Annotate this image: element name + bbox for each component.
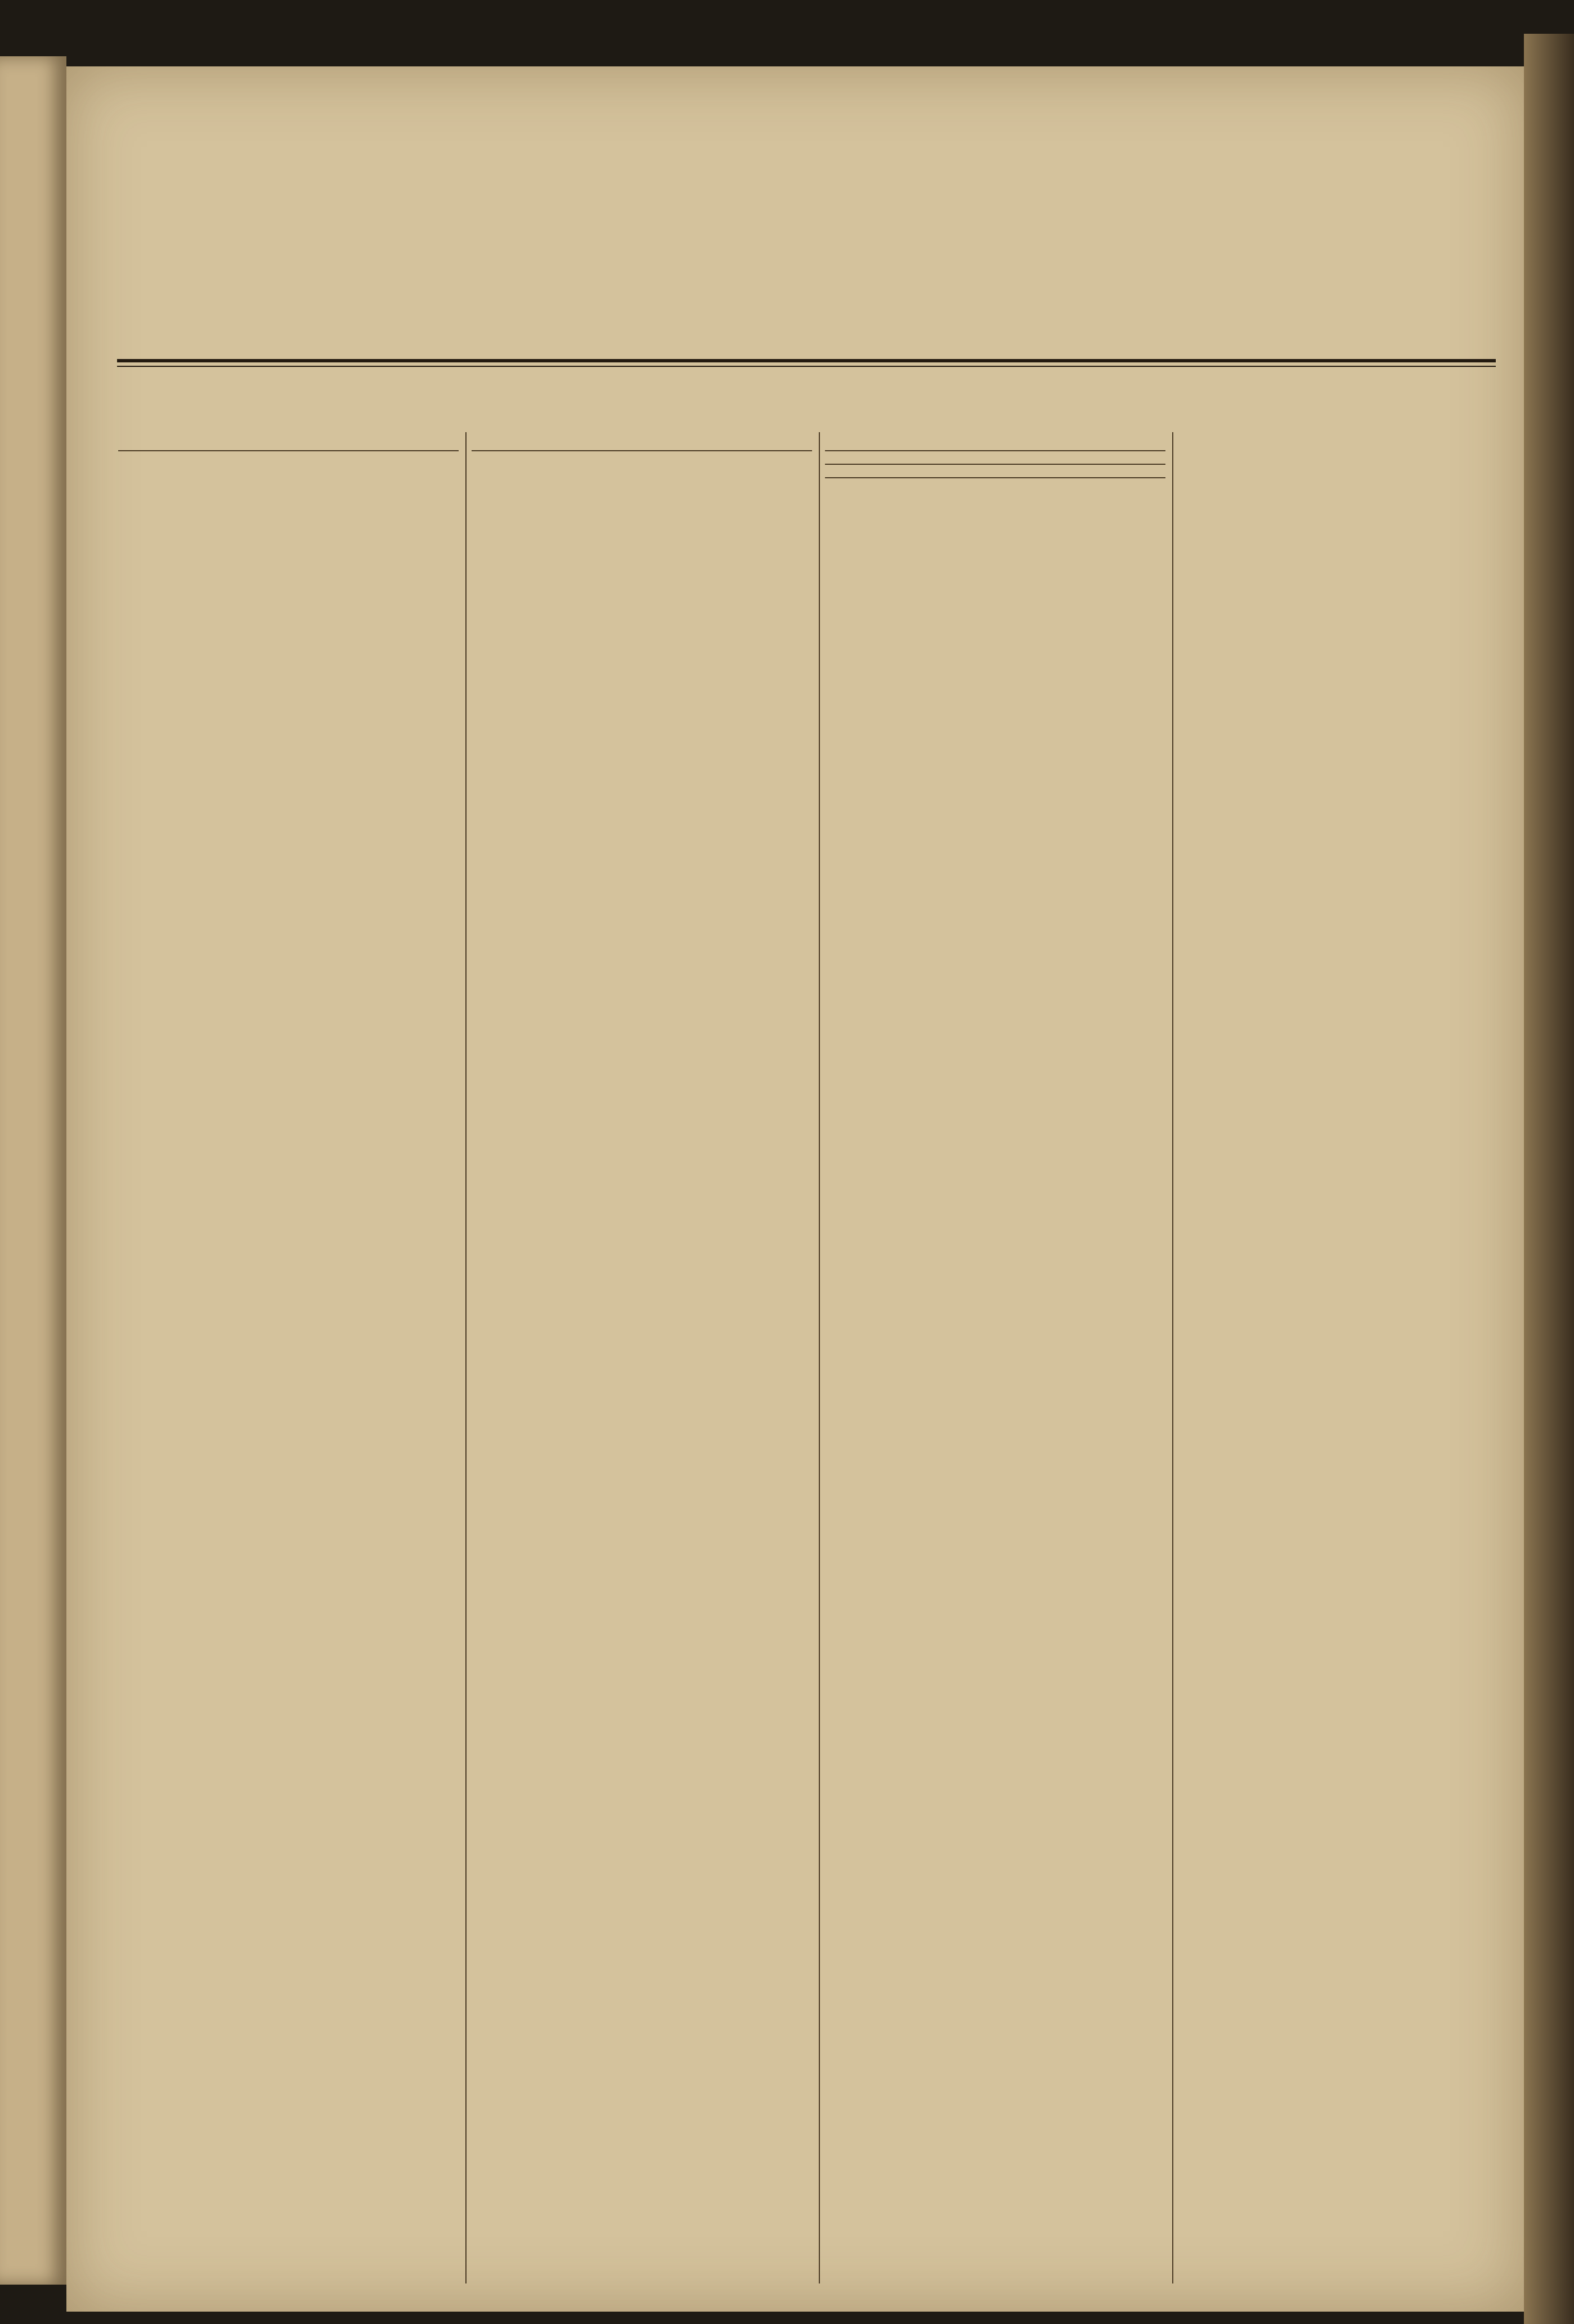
column-3 [825,438,1165,2295]
article-separator [472,450,812,451]
column-1 [118,438,459,2295]
column-divider [465,432,467,2283]
right-page-edge [1524,34,1574,2324]
article-separator [118,450,459,451]
masthead-rule-thin [117,366,1496,367]
newspaper-page [66,66,1524,2312]
column-divider [1172,432,1173,2283]
article-separator [825,477,1165,478]
article-separator [825,464,1165,465]
masthead-rule-thick [117,359,1496,362]
masthead-right [1136,173,1496,204]
column-4 [1178,438,1496,2295]
article-separator [825,450,1165,451]
column-divider [819,432,820,2283]
left-page-fragment [0,56,66,2285]
column-2 [472,438,812,2295]
masthead-left [117,190,466,213]
